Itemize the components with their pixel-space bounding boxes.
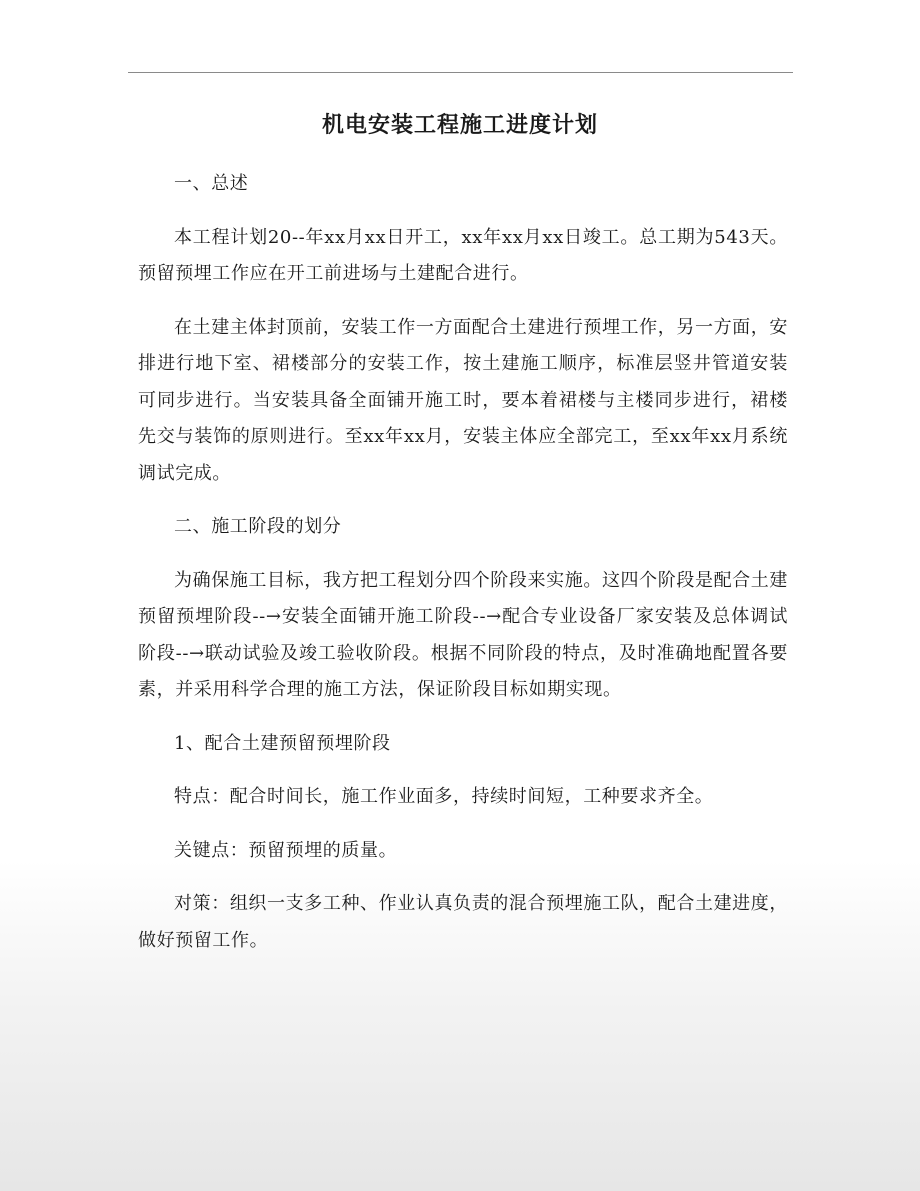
section-heading-overview: 一、总述	[174, 173, 249, 194]
paragraph-installation-sequence: 在土建主体封顶前，安装工作一方面配合土建进行预埋工作，另一方面，安排进行地下室、裙楼部分的安装工作，按土建施工顺序，标准层竖井管道安装可同步进行。当安装具备全面铺开施工时，要本着裙楼与主楼同步进行，裙楼先交与装饰的原则进行。至xx年xx月，安装主体应全部完工，至xx年xx月系统调试完成。	[138, 316, 788, 484]
document-title: 机电安装工程施工进度计划	[321, 112, 598, 138]
paragraph-characteristics: 特点：配合时间长，施工作业面多，持续时间短，工种要求齐全。	[174, 786, 714, 807]
paragraph-phase-division: 为确保施工目标，我方把工程划分四个阶段来实施。这四个阶段是配合土建预留预埋阶段--→安装全面铺开施工阶段--→配合专业设备厂家安装及总体调试阶段--→联动试验及竣工验收阶段。根据不同阶段的特点，及时准确地配置各要素，并采用科学合理的施工方法，保证阶段目标如期实现。	[138, 569, 788, 700]
header-rule	[128, 72, 793, 73]
section-heading-phases: 二、施工阶段的划分	[174, 516, 342, 537]
paragraph-countermeasure: 对策：组织一支多工种、作业认真负责的混合预埋施工队，配合土建进度，做好预留工作。	[138, 893, 788, 951]
subsection-heading-embedding: 1、配合土建预留预埋阶段	[174, 732, 391, 754]
paragraph-key-point: 关键点：预留预埋的质量。	[174, 839, 398, 861]
document-body	[138, 166, 788, 976]
paragraph-schedule: 本工程计划20--年xx月xx日开工，xx年xx月xx日竣工。总工期为543天。预留预埋工作应在开工前进场与土建配合进行。	[138, 226, 788, 284]
